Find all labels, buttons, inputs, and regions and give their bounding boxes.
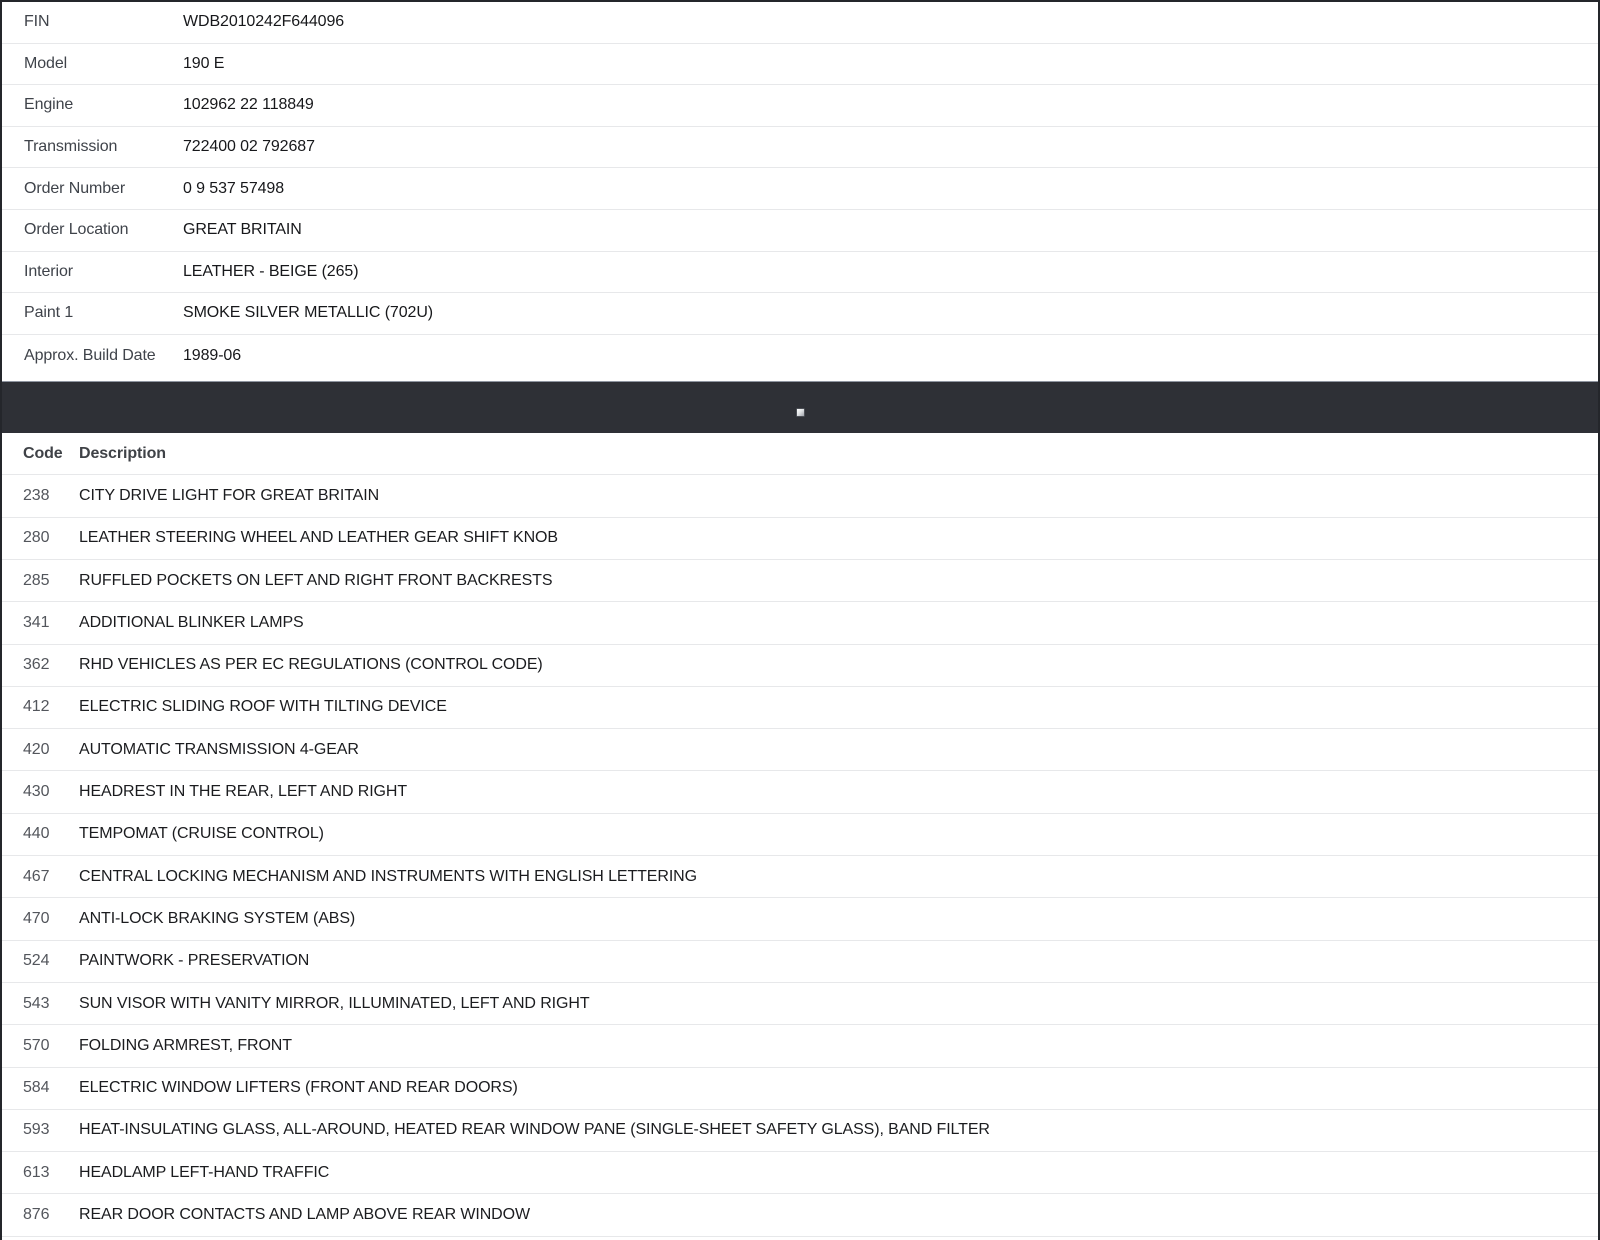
option-row (2, 941, 1598, 983)
option-row (2, 814, 1598, 856)
option-code: 467 (23, 867, 50, 885)
option-code: 584 (23, 1079, 50, 1097)
vehicle-info-table (2, 2, 1598, 382)
option-description: ADDITIONAL BLINKER LAMPS (79, 613, 304, 631)
option-description: LEATHER STEERING WHEEL AND LEATHER GEAR SHIFT KNOB (79, 529, 558, 547)
info-row (2, 2, 1598, 44)
option-description: ANTI-LOCK BRAKING SYSTEM (ABS) (79, 909, 356, 927)
info-value: 190 E (183, 54, 225, 72)
option-code: 341 (23, 613, 50, 631)
option-code: 593 (23, 1121, 50, 1139)
info-value: 102962 22 118849 (183, 96, 314, 114)
info-row (2, 335, 1598, 377)
option-description: RUFFLED POCKETS ON LEFT AND RIGHT FRONT BACKRESTS (79, 571, 553, 589)
option-description: CENTRAL LOCKING MECHANISM AND INSTRUMENTS WITH ENGLISH LETTERING (79, 867, 697, 885)
info-label: Interior (24, 262, 73, 280)
option-row (2, 1152, 1598, 1194)
option-row (2, 475, 1598, 517)
image-placeholder-icon (797, 409, 804, 416)
option-row (2, 645, 1598, 687)
info-value: SMOKE SILVER METALLIC (702U) (183, 304, 434, 322)
info-label: Paint 1 (24, 304, 74, 322)
option-code: 412 (23, 698, 50, 716)
option-row (2, 856, 1598, 898)
vehicle-image-banner (2, 382, 1598, 433)
option-description: HEADREST IN THE REAR, LEFT AND RIGHT (79, 783, 408, 801)
option-code: 524 (23, 952, 50, 970)
option-description: HEADLAMP LEFT-HAND TRAFFIC (79, 1163, 330, 1181)
option-row (2, 518, 1598, 560)
info-label: Approx. Build Date (24, 346, 156, 364)
info-label: Engine (24, 96, 74, 114)
option-description: RHD VEHICLES AS PER EC REGULATIONS (CONTROL CODE) (79, 656, 543, 674)
option-description: ELECTRIC WINDOW LIFTERS (FRONT AND REAR DOORS) (79, 1079, 518, 1097)
option-code: 420 (23, 740, 50, 758)
option-description: FOLDING ARMREST, FRONT (79, 1036, 292, 1054)
option-row (2, 983, 1598, 1025)
option-description: PAINTWORK - PRESERVATION (79, 952, 310, 970)
option-row (2, 898, 1598, 940)
info-row (2, 210, 1598, 252)
option-code: 280 (23, 529, 50, 547)
option-code: 613 (23, 1163, 50, 1181)
info-value: 722400 02 792687 (183, 138, 315, 156)
options-table-header (2, 433, 1598, 475)
option-description: CITY DRIVE LIGHT FOR GREAT BRITAIN (79, 486, 380, 504)
info-label: Order Number (24, 179, 126, 197)
option-description: TEMPOMAT (CRUISE CONTROL) (79, 825, 324, 843)
option-description: ELECTRIC SLIDING ROOF WITH TILTING DEVICE (79, 698, 447, 716)
info-value: WDB2010242F644096 (183, 13, 345, 31)
description-column-header: Description (79, 444, 166, 462)
info-label: Transmission (24, 138, 118, 156)
option-row (2, 1110, 1598, 1152)
option-description: REAR DOOR CONTACTS AND LAMP ABOVE REAR WINDOW (79, 1206, 530, 1224)
option-row (2, 1194, 1598, 1236)
option-code: 238 (23, 486, 50, 504)
info-value: LEATHER - BEIGE (265) (183, 262, 359, 280)
option-code: 285 (23, 571, 50, 589)
option-code: 570 (23, 1036, 50, 1054)
info-row (2, 252, 1598, 294)
code-column-header: Code (23, 444, 63, 462)
options-table (2, 433, 1598, 1236)
option-row (2, 1025, 1598, 1067)
option-code: 876 (23, 1206, 50, 1224)
info-label: FIN (24, 13, 50, 31)
option-code: 430 (23, 783, 50, 801)
option-description: HEAT-INSULATING GLASS, ALL-AROUND, HEATED REAR WINDOW PANE (SINGLE-SHEET SAFETY GLASS), BAND FILTER (79, 1121, 990, 1139)
option-row (2, 729, 1598, 771)
info-row (2, 85, 1598, 127)
option-code: 543 (23, 994, 50, 1012)
option-row (2, 687, 1598, 729)
info-row (2, 168, 1598, 210)
info-value: GREAT BRITAIN (183, 221, 302, 239)
option-row (2, 560, 1598, 602)
info-label: Order Location (24, 221, 129, 239)
info-value: 0 9 537 57498 (183, 179, 285, 197)
option-description: SUN VISOR WITH VANITY MIRROR, ILLUMINATED, LEFT AND RIGHT (79, 994, 590, 1012)
option-row (2, 602, 1598, 644)
info-row (2, 293, 1598, 335)
info-value: 1989-06 (183, 346, 242, 364)
option-row (2, 771, 1598, 813)
option-code: 470 (23, 909, 50, 927)
info-label: Model (24, 54, 68, 72)
option-code: 362 (23, 656, 50, 674)
info-row (2, 44, 1598, 86)
option-row (2, 1068, 1598, 1110)
option-code: 440 (23, 825, 50, 843)
info-row (2, 127, 1598, 169)
option-description: AUTOMATIC TRANSMISSION 4-GEAR (79, 740, 359, 758)
